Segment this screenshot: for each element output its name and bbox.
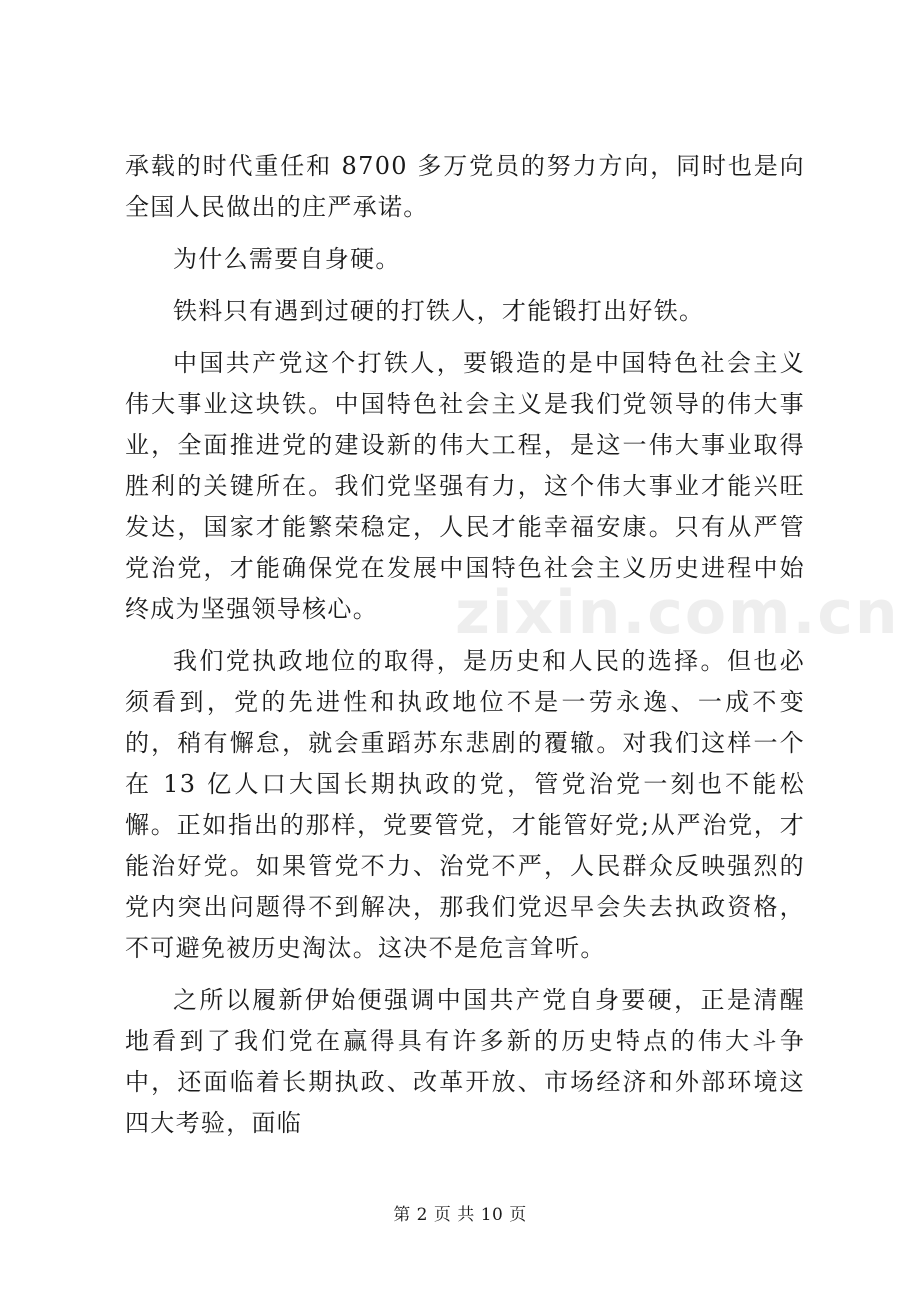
paragraph: 铁料只有遇到过硬的打铁人，才能锻打出好铁。 (173, 297, 705, 325)
watermark: zixin.com.cn (455, 578, 900, 648)
paragraph-continued: 承载的时代重任和 8700 多万党员的努力方向，同时也是向全国人民做出的庄严承诺。 (125, 152, 805, 221)
paragraph: 我们党执政地位的取得，是历史和人民的选择。但也必须看到，党的先进性和执政地位不是一劳永逸、一成不变的，稍有懈怠，就会重蹈苏东悲剧的覆辙。对我们这样一个在 13 亿人口大国长期执政的党，管党治党一刻也不能松懈。正如指出的那样，党要管党，才能管好党;从严治党，才能治好党。如果管党不力、治党不严，人民群众反映强烈的党内突出问题得不到解决，那我们党迟早会失去执政资格，不可避免被历史淘汰。这决不是危言耸听。 (125, 647, 805, 962)
paragraph: 中国共产党这个打铁人，要锻造的是中国特色社会主义伟大事业这块铁。中国特色社会主义是我们党领导的伟大事业，全面推进党的建设新的伟大工程，是这一伟大事业取得胜利的关键所在。我们党坚强有力，这个伟大事业才能兴旺发达，国家才能繁荣稳定，人民才能幸福安康。只有从严管党治党，才能确保党在发展中国特色社会主义历史进程中始终成为坚强领导核心。 (125, 349, 805, 623)
paragraph: 为什么需要自身硬。 (173, 245, 401, 273)
paragraph: 之所以履新伊始便强调中国共产党自身要硬，正是清醒地看到了我们党在赢得具有许多新的历史特点的伟大斗争中，还面临着长期执政、改革开放、市场经济和外部环境这四大考验，面临 (125, 986, 805, 1137)
document-body (125, 146, 805, 1155)
page-footer: 第 2 页 共 10 页 (393, 1205, 527, 1225)
